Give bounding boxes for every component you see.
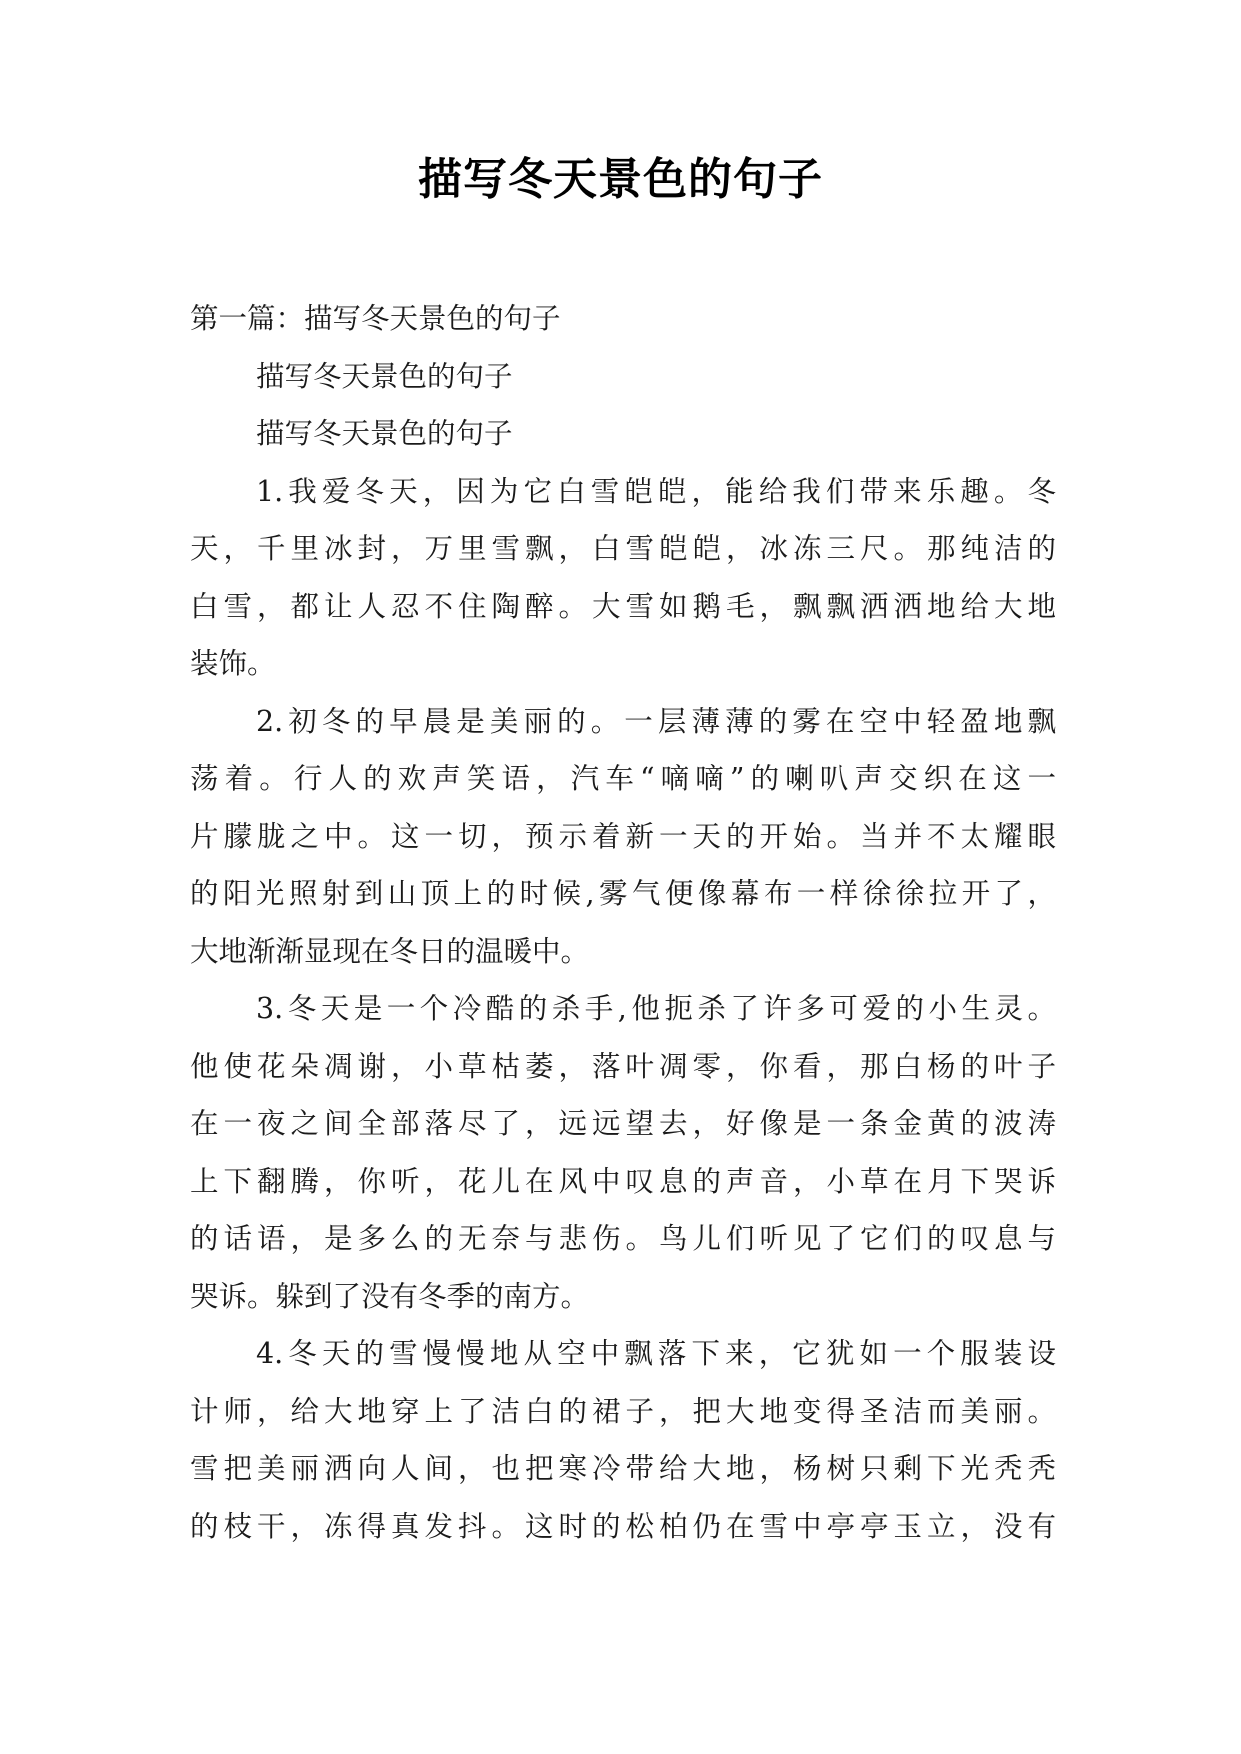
subtitle-line: 描写冬天景色的句子 [256, 417, 513, 450]
paragraph-3 [190, 980, 1056, 1325]
paragraph-line: 他使花朵凋谢，小草枯萎，落叶凋零，你看，那白杨的叶子 [190, 1049, 1056, 1083]
paragraph-line: 白雪，都让人忍不住陶醉。大雪如鹅毛，飘飘洒洒地给大地 [190, 589, 1056, 623]
paragraph-line: 荡着。行人的欢声笑语，汽车“嘀嘀”的喇叭声交织在这一 [190, 762, 1056, 795]
subtitle-line: 描写冬天景色的句子 [256, 359, 513, 393]
paragraph-line: 3.冬天是一个冷酷的杀手,他扼杀了许多可爱的小生灵。 [256, 992, 1056, 1025]
paragraph-line: 片朦胧之中。这一切，预示着新一天的开始。当并不太耀眼 [190, 819, 1056, 853]
paragraph-line: 2.初冬的早晨是美丽的。一层薄薄的雾在空中轻盈地飘 [256, 704, 1056, 738]
document-title: 描写冬天景色的句子 [418, 154, 823, 205]
paragraph-line: 计师，给大地穿上了洁白的裙子，把大地变得圣洁而美丽。 [190, 1394, 1056, 1428]
paragraph-line: 在一夜之间全部落尽了，远远望去，好像是一条金黄的波涛 [190, 1107, 1056, 1140]
section-heading: 第一篇：描写冬天景色的句子 [190, 302, 561, 335]
paragraph-line: 大地渐渐显现在冬日的温暖中。 [190, 934, 590, 968]
paragraph-line: 装饰。 [190, 647, 276, 680]
paragraph-line: 哭诉。躲到了没有冬季的南方。 [190, 1279, 590, 1313]
paragraph-line: 4.冬天的雪慢慢地从空中飘落下来，它犹如一个服装设 [256, 1337, 1056, 1370]
paragraph-line: 雪把美丽洒向人间，也把寒冷带给大地，杨树只剩下光秃秃 [190, 1452, 1056, 1485]
paragraph-line: 的话语，是多么的无奈与悲伤。鸟儿们听见了它们的叹息与 [190, 1222, 1056, 1255]
paragraph-2 [190, 693, 1056, 981]
paragraph-4 [190, 1325, 1056, 1555]
paragraph-1 [190, 463, 1056, 693]
paragraph-line: 的枝干，冻得真发抖。这时的松柏仍在雪中亭亭玉立，没有 [190, 1509, 1056, 1543]
paragraph-line: 上下翻腾，你听，花儿在风中叹息的声音，小草在月下哭诉 [190, 1164, 1056, 1198]
paragraph-line: 天，千里冰封，万里雪飘，白雪皑皑，冰冻三尺。那纯洁的 [190, 532, 1056, 565]
paragraph-line: 的阳光照射到山顶上的时候,雾气便像幕布一样徐徐拉开了， [190, 877, 1056, 910]
document-body [190, 290, 1056, 1555]
paragraph-line: 1.我爱冬天，因为它白雪皑皑，能给我们带来乐趣。冬 [256, 474, 1056, 508]
